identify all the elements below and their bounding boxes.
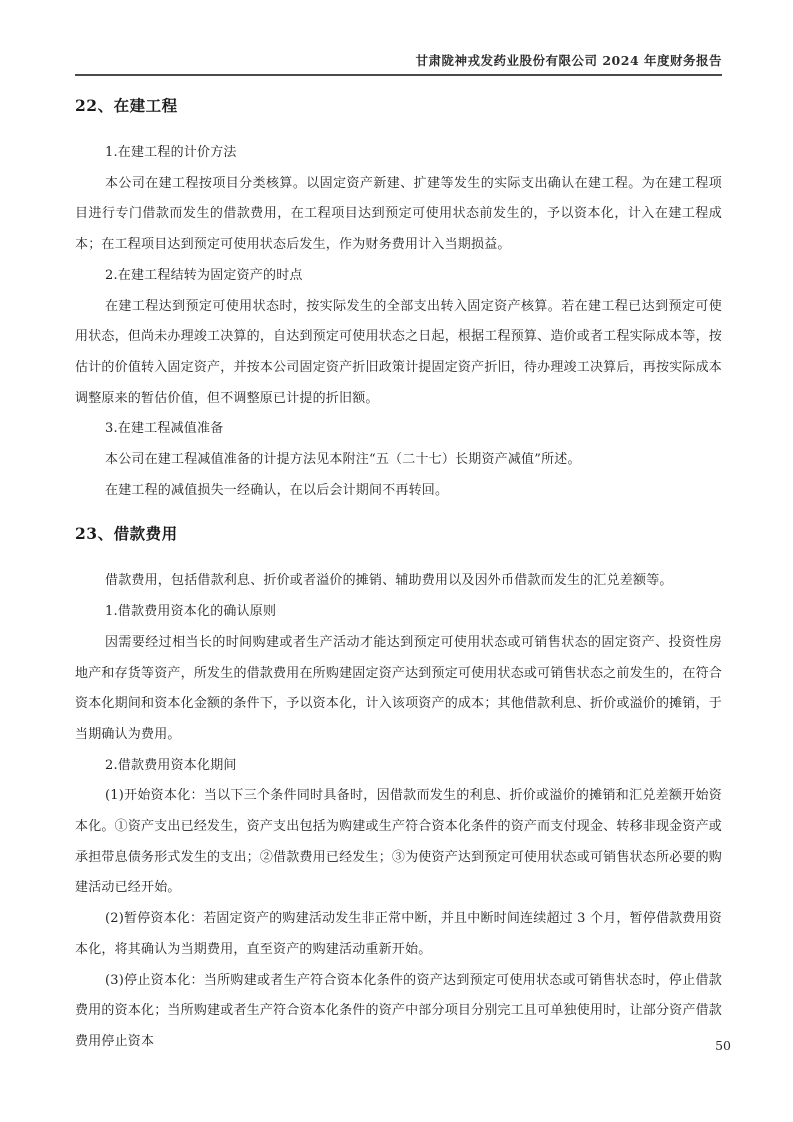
paragraph: 1.借款费用资本化的确认原则 — [105, 604, 277, 620]
paragraph: 本公司在建工程按项目分类核算。以固定资产新建、扩建等发生的实际支出确认在建工程。为在建工程项目进行专门借款而发生的借款费用，在工程项目达到预定可使用状态前发生的，予以资本化，计入在建工程成本；在工程项目达到预定可使用状态后发生，作为财务费用计入当期损益。 — [75, 175, 722, 253]
report-header-title: 甘肃陇神戎发药业股份有限公司 2024 年度财务报告 — [415, 53, 722, 68]
section-borrowing-costs — [75, 523, 722, 1057]
paragraph: (1)开始资本化：当以下三个条件同时具备时，因借款而发生的利息、折价或溢价的摊销和汇兑差额开始资本化。①资产支出已经发生，资产支出包括为购建或生产符合资本化条件的资产而支付现金、转移非现金资产或承担带息债务形式发生的支出；②借款费用已经发生；③为使资产达到预定可使用状态或可销售状态所必要的购建活动已经开始。 — [75, 788, 722, 896]
paragraph: 在建工程的减值损失一经确认，在以后会计期间不再转回。 — [105, 482, 449, 498]
paragraph: 2.借款费用资本化期间 — [105, 757, 237, 773]
paragraph: 借款费用，包括借款利息、折价或者溢价的摊销、辅助费用以及因外币借款而发生的汇兑差额等。 — [105, 573, 673, 589]
paragraph: 3.在建工程减值准备 — [105, 421, 224, 437]
paragraph: 1.在建工程的计价方法 — [105, 145, 237, 160]
report-header — [75, 53, 722, 76]
paragraph: 因需要经过相当长的时间购建或者生产活动才能达到预定可使用状态或可销售状态的固定资产、投资性房地产和存货等资产，所发生的借款费用在所购建固定资产达到预定可使用状态或可销售状态之前发生的，在符合资本化期间和资本化金额的条件下，予以资本化，计入该项资产的成本；其他借款利息、折价或溢价的摊销，于当期确认为费用。 — [75, 634, 722, 742]
paragraph: 本公司在建工程减值准备的计提方法见本附注“五（二十七）长期资产减值”所述。 — [105, 452, 581, 468]
paragraph: 在建工程达到预定可使用状态时，按实际发生的全部支出转入固定资产核算。若在建工程已达到预定可使用状态，但尚未办理竣工决算的，自达到预定可使用状态之日起，根据工程预算、造价或者工程实际成本等，按估计的价值转入固定资产，并按本公司固定资产折旧政策计提固定资产折旧，待办理竣工决算后，再按实际成本调整原来的暂估价值，但不调整原已计提的折旧额。 — [75, 298, 722, 406]
page-content — [75, 53, 722, 1058]
page-number: 50 — [715, 1038, 731, 1053]
paragraph: (2)暂停资本化：若固定资产的购建活动发生非正常中断，并且中断时间连续超过 3 个月，暂停借款费用资本化，将其确认为当期费用，直至资产的购建活动重新开始。 — [75, 911, 722, 957]
section-heading: 23、借款费用 — [75, 524, 178, 544]
section-construction-in-progress — [75, 96, 722, 506]
section-heading: 22、在建工程 — [75, 96, 178, 115]
paragraph: (3)停止资本化：当所购建或者生产符合资本化条件的资产达到预定可使用状态或可销售状态时，停止借款费用的资本化；当所购建或者生产符合资本化条件的资产中部分项目分别完工且可单独使用时，让部分资产借款费用停止资本 — [75, 972, 722, 1049]
paragraph: 2.在建工程结转为固定资产的时点 — [105, 267, 303, 283]
